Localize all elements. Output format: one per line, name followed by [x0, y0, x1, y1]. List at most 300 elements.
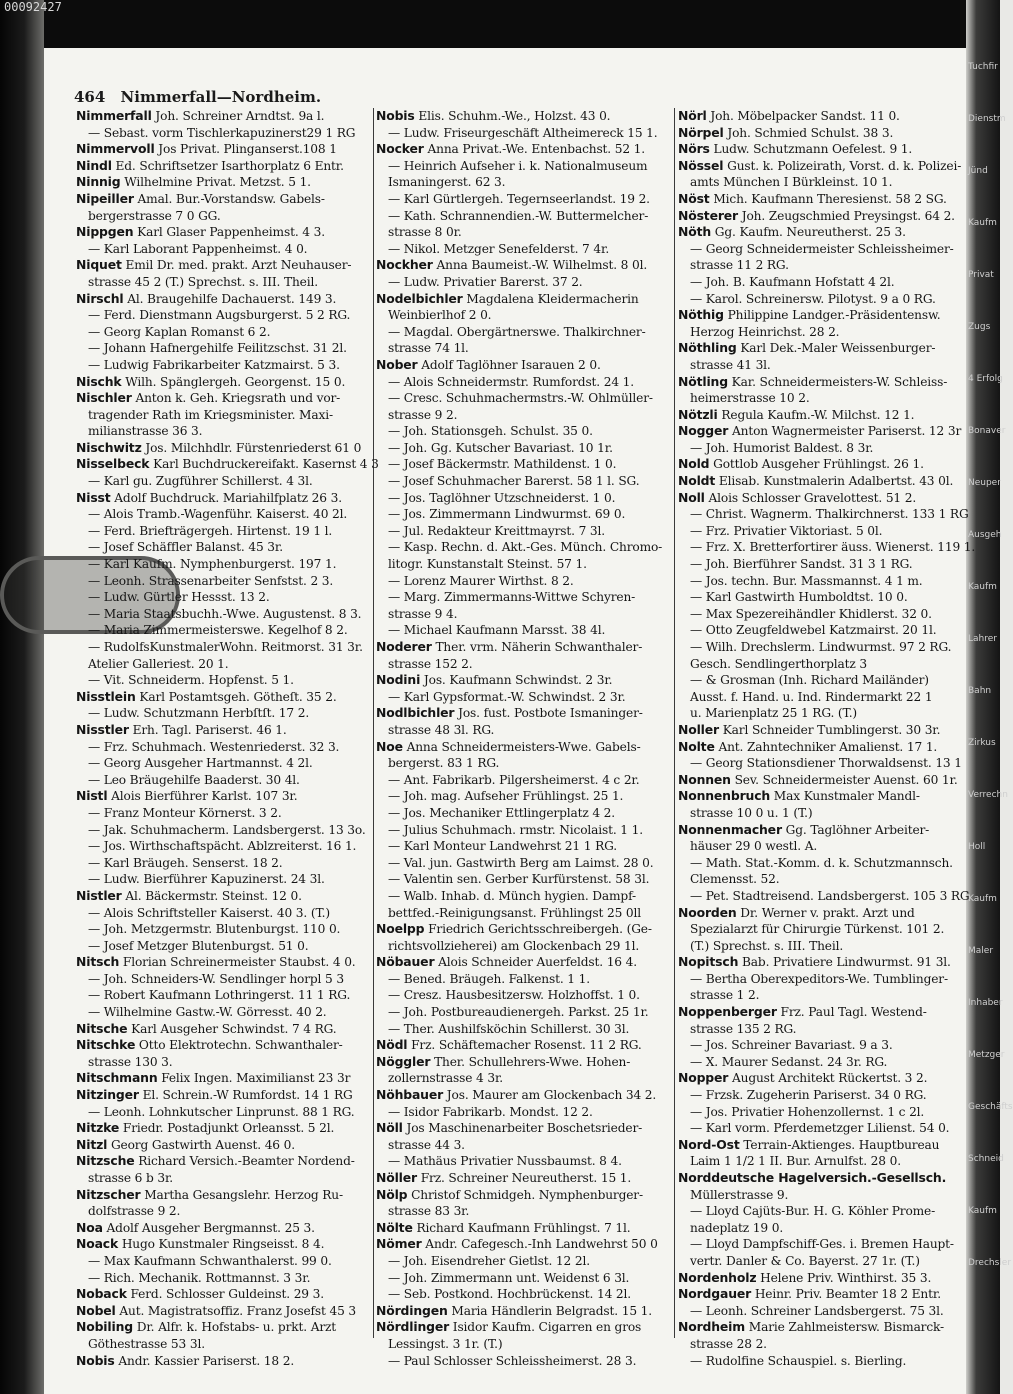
directory-entry [76, 158, 372, 175]
directory-entry [376, 1336, 672, 1353]
directory-entry [678, 788, 962, 805]
margin-fragment: Neuper [968, 478, 1001, 488]
entry-text: Spezialarzt für Chirurgie Türkenst. 101 2. [690, 922, 945, 937]
entry-text: — Georg Ausgeher Hartmannst. 4 2l. [88, 756, 313, 771]
entry-text: bettfed.-Reinigungsanst. Frühlingst 25 0ll [388, 905, 642, 920]
entry-text: — Jak. Schuhmacherm. Landsbergerst. 13 3o. [88, 822, 366, 837]
directory-entry [76, 1187, 372, 1204]
directory-entry [678, 191, 962, 208]
directory-entry [376, 573, 672, 590]
entry-text: — Marg. Zimmermanns-Wittwe Schyren- [388, 590, 636, 605]
entry-text: strasse 74 1l. [388, 341, 469, 356]
directory-entry [678, 921, 962, 938]
directory-entry [678, 274, 962, 291]
directory-entry [76, 191, 372, 208]
entry-text: Al. Braugehilfe Dachauerst. 149 3. [123, 291, 337, 306]
directory-entry [376, 241, 672, 258]
entry-text: — Karl Gypsformat.-W. Schwindst. 2 3r. [388, 689, 626, 704]
directory-entry [76, 606, 372, 623]
surname: Nötzli [678, 406, 718, 422]
entry-text: — Max Kaufmann Schwanthalerst. 99 0. [88, 1253, 332, 1268]
directory-entry [76, 905, 372, 922]
entry-text: Ed. Schriftsetzer Isarthorplatz 6 Entr. [111, 158, 344, 173]
surname: Nordheim [678, 1319, 746, 1335]
entry-text: Joh. Zeugschmied Preysingst. 64 2. [738, 208, 955, 223]
directory-entry [376, 672, 672, 689]
entry-text: — Jos. techn. Bur. Massmannst. 4 1 m. [690, 573, 923, 588]
surname: Nordgauer [678, 1286, 752, 1302]
entry-text: — Karl Laborant Pappenheimst. 4 0. [88, 241, 308, 256]
surname: Nodelbichler [376, 290, 463, 306]
directory-entry [76, 639, 372, 656]
directory-entry [678, 805, 962, 822]
entry-text: — Julius Schuhmach. rmstr. Nicolaist. 1 1. [388, 822, 643, 837]
directory-entry [376, 374, 672, 391]
surname: Nördingen [376, 1302, 448, 1318]
entry-text: — Kath. Schrannendien.-W. Buttermelcher- [388, 208, 649, 223]
directory-entry [76, 1286, 372, 1303]
directory-entry [76, 656, 372, 673]
entry-text: richtsvollzieherei) am Glockenbach 29 1l. [388, 938, 640, 953]
directory-entry [376, 1353, 672, 1370]
surname: Noe [376, 738, 403, 754]
directory-entry [376, 1319, 672, 1336]
directory-entry [376, 888, 672, 905]
entry-text: strasse 45 2 (T.) Sprechst. s. III. Theil. [88, 274, 318, 289]
entry-text: Gust. k. Polizeirath, Vorst. d. k. Polizei- [723, 158, 962, 173]
entry-text: — Mathäus Privatier Nussbaumst. 8 4. [388, 1154, 622, 1169]
entry-text: — Joh. Metzgermstr. Blutenburgst. 110 0. [88, 922, 341, 937]
entry-text: — Math. Stat.-Komm. d. k. Schutzmannsch. [690, 855, 953, 870]
directory-entry [678, 125, 962, 142]
surname: Nössel [678, 157, 724, 173]
entry-text: — Karl Gürtlergeh. Tegernseerlandst. 19 2. [388, 191, 650, 206]
directory-entry [376, 274, 672, 291]
entry-text: — Joh. Gg. Kutscher Bavariast. 10 1r. [388, 440, 613, 455]
entry-text: — Magdal. Obergärtnerswe. Thalkirchner- [388, 324, 646, 339]
entry-text: Alois Schneider Auerfeldst. 16 4. [434, 955, 637, 970]
directory-entry [376, 257, 672, 274]
entry-text: Joh. Schmied Schulst. 38 3. [723, 125, 894, 140]
directory-entry [376, 1153, 672, 1170]
directory-entry [376, 141, 672, 158]
directory-entry [376, 705, 672, 722]
directory-entry [376, 324, 672, 341]
directory-entry [376, 1004, 672, 1021]
entry-text: bergerstrasse 7 0 GG. [88, 208, 221, 223]
directory-entry [678, 1270, 962, 1287]
entry-text: — Lorenz Maurer Wirthst. 8 2. [388, 573, 574, 588]
surname: Nopper [678, 1070, 729, 1086]
entry-text: Emil Dr. med. prakt. Arzt Neuhauser- [121, 258, 352, 273]
directory-entry [376, 390, 672, 407]
directory-entry [678, 556, 962, 573]
directory-entry [678, 506, 969, 523]
directory-entry [376, 689, 672, 706]
surname: Nischk [76, 373, 122, 389]
entry-text: Anton Wagnermeister Pariserst. 12 3r [728, 424, 962, 439]
surname: Nogger [678, 423, 729, 439]
surname: Nitzscher [76, 1186, 141, 1202]
entry-text: Jos. Maurer am Glockenbach 34 2. [443, 1088, 657, 1103]
directory-entry [376, 722, 672, 739]
directory-entry [76, 689, 372, 706]
directory-entry [76, 1220, 372, 1237]
entry-text: Florian Schreinermeister Staubst. 4 0. [119, 955, 356, 970]
margin-fragment: Kaufm [968, 218, 997, 228]
directory-entry [376, 174, 672, 191]
margin-fragment: Schneid [968, 1154, 1004, 1164]
running-title: Nimmerfall—Nordheim. [120, 88, 322, 106]
entry-text: — Robert Kaufmann Lothringerst. 11 1 RG. [88, 988, 351, 1003]
entry-text: Friedrich Gerichtsschreibergeh. (Ge- [424, 922, 652, 937]
directory-entry [376, 1021, 672, 1038]
surname: Noldt [678, 473, 716, 489]
surname: Nisstlein [76, 688, 136, 704]
directory-entry [76, 855, 372, 872]
entry-text: Anton k. Geh. Kriegsrath und vor- [131, 391, 341, 406]
surname: Nobel [76, 1302, 116, 1318]
directory-entry [678, 971, 962, 988]
directory-entry [76, 954, 372, 971]
directory-entry [376, 772, 672, 789]
entry-text: — Rudolfine Schauspiel. s. Bierling. [690, 1353, 907, 1368]
directory-entry [376, 108, 672, 125]
entry-text: Regula Kaufm.-W. Milchst. 12 1. [717, 407, 915, 422]
entry-text: — Josef Schäffler Balanst. 45 3r. [88, 540, 283, 555]
entry-text: — Karl Kaufm. Nymphenburgerst. 197 1. [88, 557, 337, 572]
margin-fragment: Lahrer [968, 634, 997, 644]
entry-text: Jos Maschinenarbeiter Boschetsrieder- [402, 1121, 643, 1136]
directory-entry [678, 589, 962, 606]
directory-entry [678, 174, 962, 191]
surname: Nitzke [76, 1120, 120, 1136]
surname: Nörl [678, 108, 707, 123]
directory-column-2 [376, 108, 672, 1368]
entry-text: Adolf Taglöhner Isarauen 2 0. [417, 357, 601, 372]
entry-text: Jos. fust. Postbote Ismaninger- [454, 706, 643, 721]
entry-text: — Leonh. Schreiner Landsbergerst. 75 3l. [690, 1303, 944, 1318]
entry-text: Ther. vrm. Näherin Schwanthaler- [431, 640, 643, 654]
entry-text: strasse 83 3r. [388, 1204, 470, 1219]
entry-text: Gg. Kaufm. Neureutherst. 25 3. [711, 225, 906, 240]
entry-text: Karl Schneider Tumblingerst. 30 3r. [719, 722, 941, 737]
margin-fragment: Verrechn [968, 790, 1008, 800]
directory-entry [376, 307, 672, 324]
directory-entry [376, 539, 672, 556]
directory-entry [376, 656, 672, 673]
directory-entry [76, 440, 372, 457]
directory-entry [678, 705, 962, 722]
directory-entry [76, 772, 372, 789]
surname: Noelpp [376, 921, 425, 937]
directory-entry [76, 324, 372, 341]
entry-text: Alois Schlosser Gravelottest. 51 2. [704, 490, 917, 505]
entry-text: — Leonh. Lohnkutscher Linprunst. 88 1 RG. [88, 1104, 355, 1119]
directory-entry [678, 257, 962, 274]
directory-entry [678, 1120, 962, 1137]
directory-entry [76, 274, 372, 291]
directory-entry [376, 1120, 672, 1137]
entry-text: Ant. Zahntechniker Amalienst. 17 1. [714, 739, 938, 754]
directory-entry [376, 838, 672, 855]
entry-text: Müllerstrasse 9. [690, 1187, 789, 1202]
entry-text: — Val. jun. Gastwirth Berg am Laimst. 28 0. [388, 855, 654, 870]
directory-entry [376, 1253, 672, 1270]
directory-entry [678, 1220, 962, 1237]
directory-entry [678, 357, 962, 374]
entry-text: Ther. Schullehrers-Wwe. Hohen- [430, 1054, 631, 1069]
directory-entry [376, 224, 672, 241]
directory-entry [76, 423, 372, 440]
directory-entry [376, 606, 672, 623]
entry-text: — Bertha Oberexpeditors-We. Tumblinger- [690, 971, 948, 986]
surname: Noller [678, 721, 719, 737]
entry-text: tragender Rath im Kriegsminister. Maxi- [88, 407, 333, 422]
entry-text: Clemensst. 52. [690, 872, 780, 887]
surname: Nitschke [76, 1037, 136, 1053]
entry-text: Frz. Schäftemacher Rosenst. 11 2 RG. [407, 1038, 642, 1053]
entry-text: — Maria Zimmermeisterswe. Kegelhof 8 2. [88, 623, 348, 638]
directory-entry [678, 141, 962, 158]
directory-entry [678, 656, 962, 673]
page-number: 464 [74, 88, 106, 106]
entry-text: — Jos. Wirthschaftspächt. Ablzreiterst. 16 1. [88, 839, 357, 854]
directory-entry [678, 1137, 962, 1154]
entry-text: Anna Schneidermeisters-Wwe. Gabels- [402, 739, 641, 754]
entry-text: — Frz. X. Bretterfortirer äuss. Wienerst. 119 1. [690, 540, 976, 555]
margin-fragment: Kaufm [968, 582, 997, 592]
margin-fragment: Tuchfir [968, 62, 998, 72]
directory-entry [376, 473, 672, 490]
surname: Nopitsch [678, 954, 739, 970]
surname: Nisselbeck [76, 456, 150, 472]
entry-text: — Bened. Bräugeh. Falkenst. 1 1. [388, 971, 590, 986]
directory-entry [376, 938, 672, 955]
entry-text: Christof Schmidgeh. Nymphenburger- [407, 1187, 643, 1202]
surname: Nitzl [76, 1136, 108, 1152]
directory-entry [376, 589, 672, 606]
surname: Nold [678, 456, 710, 472]
directory-entry [376, 1104, 672, 1121]
surname: Nömer [376, 1236, 422, 1252]
directory-column-3 [678, 108, 976, 1368]
entry-text: — Cresz. Hausbesitzersw. Holzhoffst. 1 0. [388, 988, 640, 1003]
surname: Nöth [678, 224, 712, 240]
directory-entry [678, 1286, 962, 1303]
entry-text: u. Marienplatz 25 1 RG. (T.) [690, 706, 858, 721]
directory-entry [678, 1021, 962, 1038]
margin-fragment: Geschäfts [968, 1102, 1013, 1112]
directory-entry [376, 1303, 672, 1320]
directory-entry [376, 125, 672, 142]
surname: Nöll [376, 1120, 403, 1136]
directory-entry [76, 938, 372, 955]
directory-entry [76, 141, 372, 158]
entry-text: Magdalena Kleidermacherin [462, 291, 639, 306]
directory-entry [76, 1353, 372, 1370]
directory-entry [376, 1187, 672, 1204]
entry-text: dolfstrasse 9 2. [88, 1204, 181, 1219]
directory-entry [678, 772, 962, 789]
directory-entry [76, 722, 372, 739]
entry-text: (T.) Sprechst. s. III. Theil. [690, 938, 844, 953]
directory-entry [376, 1270, 672, 1287]
directory-entry [376, 191, 672, 208]
directory-entry [76, 1270, 372, 1287]
directory-entry [678, 573, 962, 590]
surname: Nördlinger [376, 1319, 450, 1335]
directory-entry [678, 622, 962, 639]
entry-text: Karl Ausgeher Schwindst. 7 4 RG. [127, 1021, 337, 1036]
entry-text: Dr. Alfr. k. Hofstabs- u. prkt. Arzt [132, 1320, 337, 1335]
entry-text: — Jos. Mechaniker Ettlingerplatz 4 2. [388, 805, 616, 820]
entry-text: Göthestrasse 53 3l. [88, 1336, 205, 1351]
facing-page-margin-text [968, 60, 1013, 1360]
directory-entry [76, 705, 372, 722]
entry-text: litogr. Kunstanstalt Steinst. 57 1. [388, 557, 587, 572]
directory-entry [76, 1054, 372, 1071]
surname: Nimmerfall [76, 108, 152, 123]
directory-entry [678, 1336, 962, 1353]
directory-entry [376, 357, 672, 374]
binding-shadow [0, 0, 44, 1394]
entry-text: Elisab. Kunstmalerin Adalbertst. 43 0l. [715, 474, 954, 489]
directory-entry [76, 357, 372, 374]
entry-text: Frz. Schreiner Neureutherst. 15 1. [417, 1171, 632, 1185]
surname: Nodini [376, 672, 421, 688]
entry-text: — Michael Kaufmann Marsst. 38 4l. [388, 623, 606, 638]
directory-entry [678, 1253, 962, 1270]
entry-text: — Georg Kaplan Romanst 6 2. [88, 324, 271, 339]
entry-text: Bab. Privatiere Lindwurmst. 91 3l. [738, 955, 951, 970]
entry-text: Erh. Tagl. Pariserst. 46 1. [128, 722, 287, 737]
scan-id-label: 00092427 [4, 0, 62, 14]
entry-text: Heinr. Priv. Beamter 18 2 Entr. [751, 1287, 941, 1302]
entry-text: — Georg Schneidermeister Schleissheimer- [690, 241, 954, 256]
surname: Nölp [376, 1186, 408, 1202]
directory-entry [678, 1054, 962, 1071]
directory-entry [76, 622, 372, 639]
margin-fragment: Inhaber [968, 998, 1003, 1008]
directory-entry [376, 954, 672, 971]
surname: Nober [376, 356, 418, 372]
directory-entry [678, 722, 962, 739]
directory-entry [678, 1153, 962, 1170]
entry-text: strasse 9 2. [388, 407, 458, 422]
entry-text: — Josef Schuhmacher Barerst. 58 1 l. SG. [388, 474, 640, 489]
directory-entry [678, 1104, 962, 1121]
directory-entry [678, 158, 962, 175]
entry-text: — Christ. Wagnerm. Thalkirchnerst. 133 1 RG [690, 507, 969, 522]
entry-text: Anna Baumeist.-W. Wilhelmst. 8 0l. [432, 258, 648, 273]
directory-entry [678, 1203, 962, 1220]
entry-text: — Joh. Humorist Baldest. 8 3r. [690, 440, 874, 455]
entry-text: — Karl gu. Zugführer Schillerst. 4 3l. [88, 474, 313, 489]
directory-entry [376, 506, 672, 523]
entry-text: strasse 8 0r. [388, 225, 462, 240]
directory-entry [376, 1070, 672, 1087]
entry-text: — Vit. Schneiderm. Hopfenst. 5 1. [88, 673, 294, 688]
entry-text: strasse 44 3. [388, 1137, 465, 1152]
directory-entry [76, 672, 372, 689]
directory-entry [76, 125, 372, 142]
entry-text: Karl Buchdruckereifakt. Kasernst 4 3 [149, 457, 379, 472]
directory-entry [678, 324, 962, 341]
entry-text: — Joh. Stationsgeh. Schulst. 35 0. [388, 424, 593, 439]
entry-text: — Walb. Inhab. d. Münch hygien. Dampf- [388, 888, 636, 903]
directory-entry [678, 755, 962, 772]
directory-entry [76, 506, 372, 523]
directory-entry [678, 440, 962, 457]
entry-text: — Lloyd Cajüts-Bur. H. G. Köhler Prome- [690, 1204, 936, 1219]
surname: Nonnenbruch [678, 788, 771, 804]
directory-entry [376, 1236, 672, 1253]
column-rule [674, 108, 675, 1338]
surname: Nobis [76, 1352, 115, 1368]
directory-entry [376, 871, 672, 888]
entry-text: Otto Elektrotechn. Schwanthaler- [135, 1038, 343, 1053]
entry-text: Hugo Kunstmaler Ringseisst. 8 4. [118, 1237, 325, 1252]
entry-text: — Johann Hafnergehilfe Feilitzschst. 31 2l. [88, 341, 347, 356]
directory-entry [76, 539, 372, 556]
surname: Nockher [376, 257, 433, 273]
directory-entry [76, 1336, 372, 1353]
entry-text: — Ludw. Bierführer Kapuzinerst. 24 3l. [88, 872, 325, 887]
surname: Nölte [376, 1219, 413, 1235]
margin-fragment: 4 Erfolg [968, 374, 1003, 384]
surname: Nödl [376, 1037, 408, 1053]
surname: Nonnen [678, 771, 731, 787]
directory-entry [678, 1004, 962, 1021]
entry-text: Frz. Paul Tagl. Westend- [776, 1005, 927, 1020]
surname: Nitzsche [76, 1153, 135, 1169]
directory-entry [76, 788, 372, 805]
directory-entry [76, 108, 372, 125]
surname: Nischler [76, 390, 132, 406]
entry-text: — Joh. Eisendreher Gietlst. 12 2l. [388, 1253, 590, 1268]
directory-entry [678, 1070, 962, 1087]
entry-text: — Alois Schriftsteller Kaiserst. 40 3. (T.) [88, 905, 330, 920]
directory-entry [76, 407, 372, 424]
entry-text: Sev. Schneidermeister Auenst. 60 1r. [730, 772, 958, 787]
directory-entry [678, 374, 962, 391]
directory-entry [376, 340, 672, 357]
directory-entry [76, 888, 372, 905]
directory-entry [76, 523, 372, 540]
directory-entry [76, 1236, 372, 1253]
directory-entry [76, 822, 372, 839]
surname: Nitschmann [76, 1070, 158, 1086]
margin-fragment: Metzger [968, 1050, 1005, 1060]
entry-text: zollernstrasse 4 3r. [388, 1071, 504, 1086]
entry-text: Ludw. Schutzmann Oefelest. 9 1. [709, 142, 913, 157]
directory-entry [376, 158, 672, 175]
surname: Nisstler [76, 721, 129, 737]
surname: Nipeiller [76, 190, 134, 206]
margin-fragment: Ausgeh [968, 530, 1002, 540]
entry-text: — & Grosman (Inh. Richard Mailänder) [690, 673, 929, 688]
directory-entry [76, 589, 372, 606]
directory-entry [76, 556, 372, 573]
surname: Nötling [678, 373, 728, 389]
directory-entry [678, 954, 962, 971]
entry-text: — Karl Monteur Landwehrst 21 1 RG. [388, 839, 617, 854]
directory-entry [376, 440, 672, 457]
directory-entry [76, 1137, 372, 1154]
entry-text: strasse 152 2. [388, 656, 473, 671]
entry-text: — Josef Bäckermstr. Mathildenst. 1 0. [388, 457, 617, 472]
